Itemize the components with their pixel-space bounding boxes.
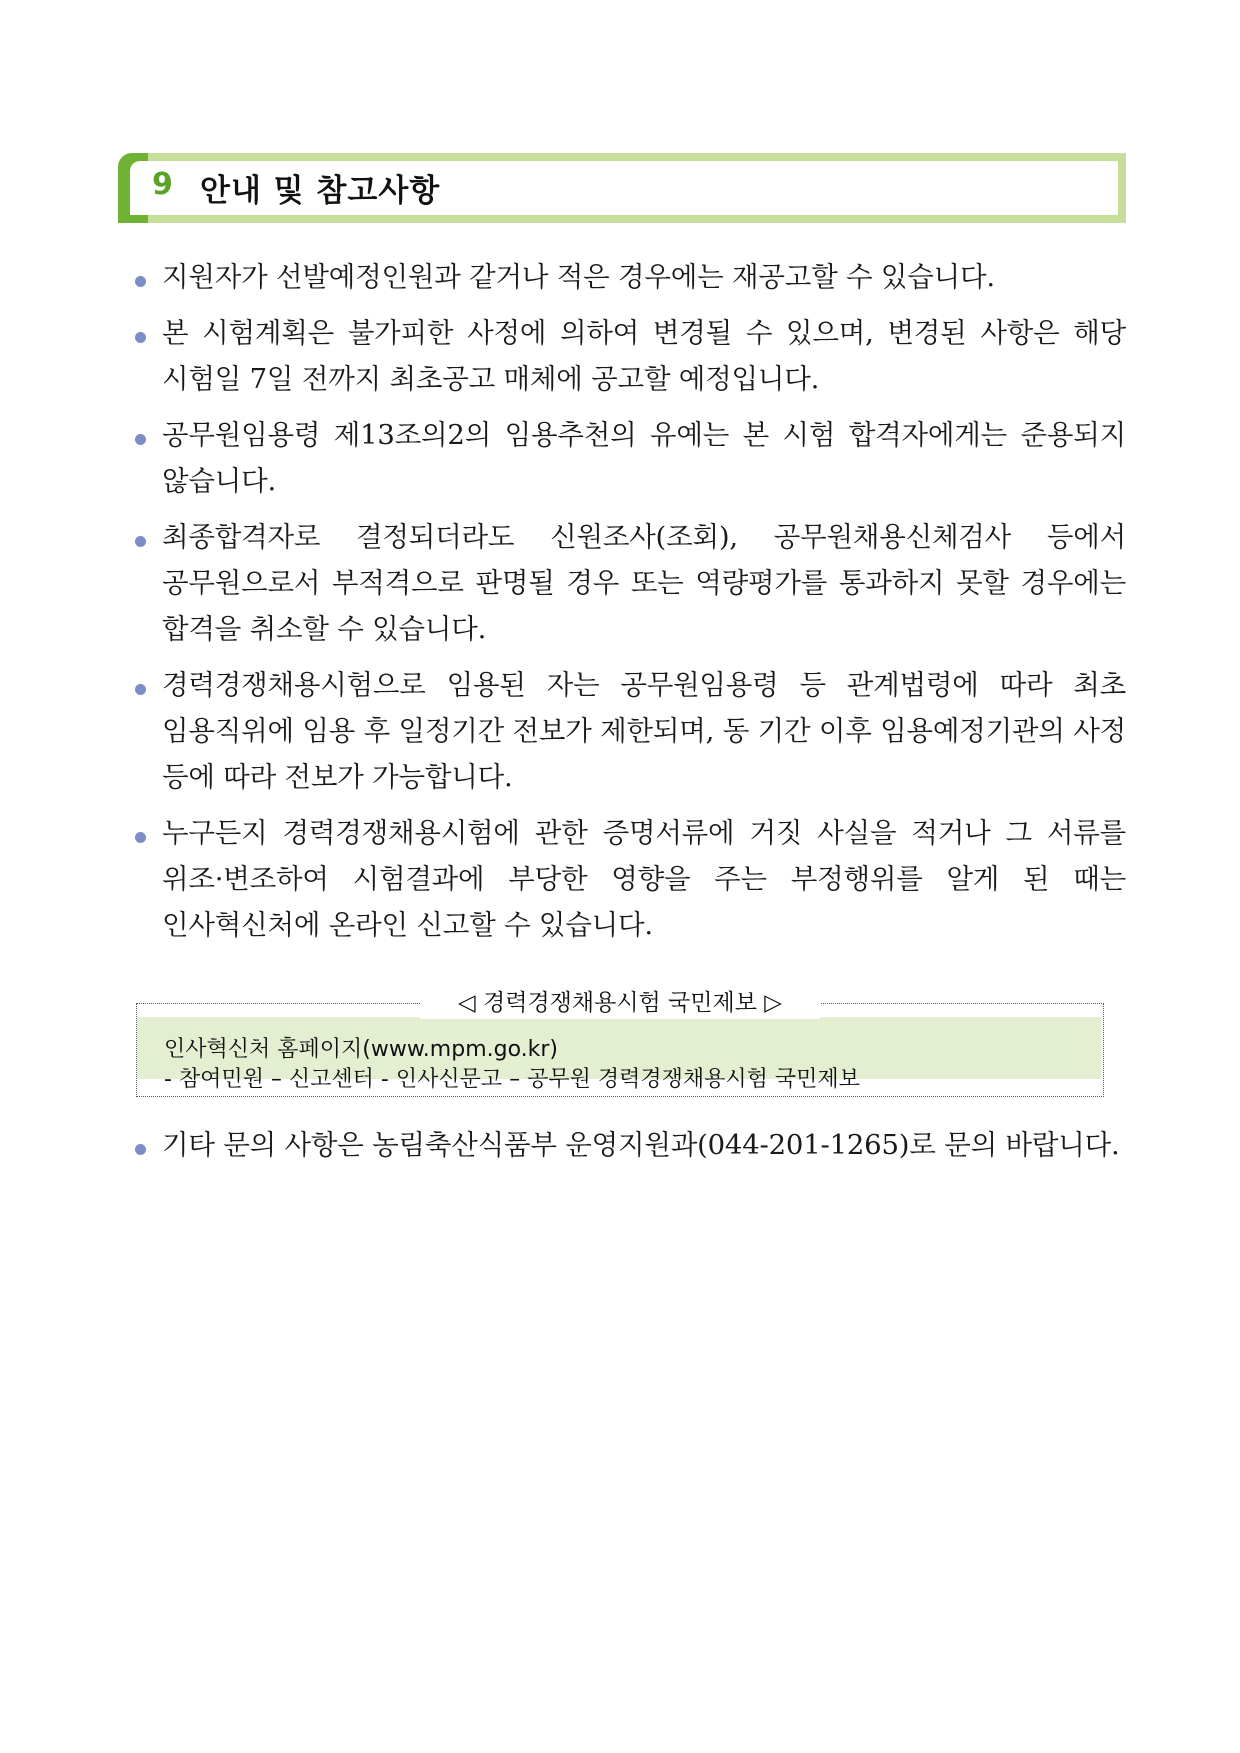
bullet-icon [135,536,146,547]
bullet-icon [135,1144,146,1155]
report-box-title-wrap [136,987,1104,1019]
bullet-icon [135,434,146,445]
list-item [134,412,1126,504]
notice-list [134,254,1126,948]
list-item [134,514,1126,652]
list-item-text: 지원자가 선발예정인원과 같거나 적은 경우에는 재공고할 수 있습니다. [162,261,995,293]
section-number: 9 [152,167,173,202]
list-item-text: 누구든지 경력경쟁채용시험에 관한 증명서류에 거짓 사실을 적거나 그 서류를 위조·변조하여 시험결과에 부당한 영향을 주는 부정행위를 알게 된 때는 인사혁신처에 온라인 신고할 수 있습니다. [162,817,1126,941]
contact-notice [134,1122,1126,1168]
list-item [134,810,1126,948]
bullet-icon [135,832,146,843]
report-box-path: - 참여민원 – 신고센터 - 인사신문고 – 공무원 경력경쟁채용시험 국민제보 [164,1067,860,1092]
list-item-text: 기타 문의 사항은 농림축산식품부 운영지원과(044-201-1265)로 문의 바랍니다. [162,1129,1120,1161]
list-item [134,310,1126,402]
bullet-icon [135,276,146,287]
bullet-icon [135,684,146,695]
list-item [134,1122,1126,1168]
report-box-title: ◁ 경력경쟁채용시험 국민제보 ▷ [420,987,820,1019]
list-item-text: 공무원임용령 제13조의2의 임용추천의 유예는 본 시험 합격자에게는 준용되지 않습니다. [162,419,1126,497]
section-title: 안내 및 참고사항 [200,173,441,209]
list-item [134,254,1126,300]
list-item-text: 최종합격자로 결정되더라도 신원조사(조회), 공무원채용신체검사 등에서 공무원으로서 부적격으로 판명될 경우 또는 역량평가를 통과하지 못할 경우에는 합격을 취소할 수 있습니다. [162,521,1126,645]
list-item-text: 경력경쟁채용시험으로 임용된 자는 공무원임용령 등 관계법령에 따라 최초 임용직위에 임용 후 일정기간 전보가 제한되며, 동 기간 이후 임용예정기관의 사정 등에 따라 전보가 가능합니다. [162,669,1126,793]
bullet-icon [135,332,146,343]
section-header [118,153,1126,223]
report-box-homepage: 인사혁신처 홈페이지(www.mpm.go.kr) [164,1037,559,1062]
list-item [134,662,1126,800]
list-item-text: 본 시험계획은 불가피한 사정에 의하여 변경될 수 있으며, 변경된 사항은 해당 시험일 7일 전까지 최초공고 매체에 공고할 예정입니다. [162,317,1126,395]
report-box [136,987,1104,1097]
